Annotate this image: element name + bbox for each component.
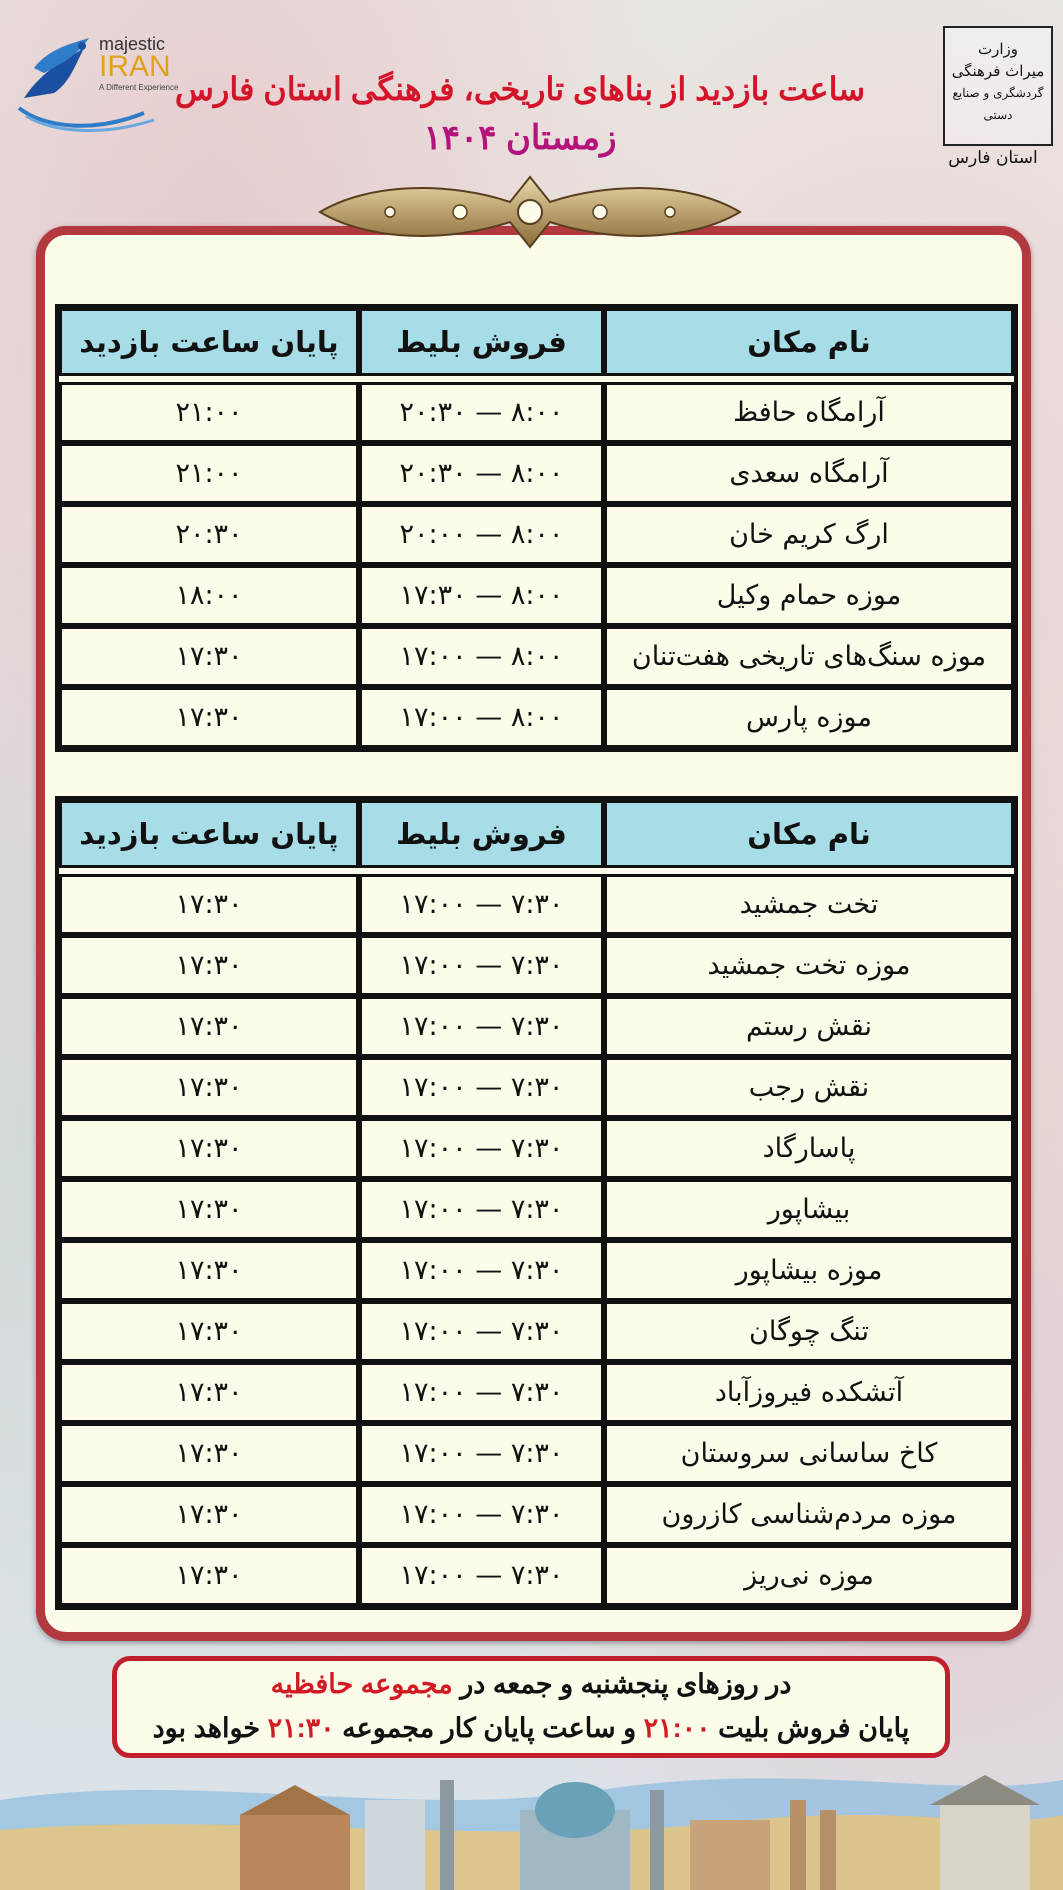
- ticket-cell: ۷:۳۰ — ۱۷:۰۰: [359, 935, 604, 996]
- end-cell: ۱۷:۳۰: [59, 935, 359, 996]
- end-cell: ۲۱:۰۰: [59, 382, 359, 443]
- brand-line2: IRAN: [99, 50, 171, 83]
- page-title: ساعت بازدید از بناهای تاریخی، فرهنگی استان فارس: [174, 71, 866, 107]
- col-end-header: پایان ساعت بازدید: [59, 308, 359, 376]
- table-row: [59, 687, 1014, 748]
- notice-tail: خواهد بود: [152, 1713, 261, 1743]
- ticket-cell: ۷:۳۰ — ۱۷:۰۰: [359, 1484, 604, 1545]
- table-row: [59, 382, 1014, 443]
- table-row: [59, 1240, 1014, 1301]
- place-cell: موزه مردم‌شناسی کازرون: [604, 1484, 1014, 1545]
- brand-line1: majestic: [99, 34, 166, 54]
- table-row: [59, 1057, 1014, 1118]
- table-row: [59, 565, 1014, 626]
- place-cell: کاخ ساسانی سروستان: [604, 1423, 1014, 1484]
- table-row: [59, 1423, 1014, 1484]
- province-sites-table: [55, 796, 1018, 1610]
- end-cell: ۱۷:۳۰: [59, 1484, 359, 1545]
- place-cell: بیشاپور: [604, 1179, 1014, 1240]
- place-cell: موزه بیشاپور: [604, 1240, 1014, 1301]
- shiraz-sites-table: [55, 304, 1018, 752]
- place-cell: ارگ کریم خان: [604, 504, 1014, 565]
- org-province: استان فارس: [948, 148, 1038, 168]
- table-row: [59, 935, 1014, 996]
- ticket-cell: ۷:۳۰ — ۱۷:۰۰: [359, 874, 604, 935]
- ticket-cell: ۸:۰۰ — ۱۷:۰۰: [359, 626, 604, 687]
- place-cell: موزه سنگ‌های تاریخی هفت‌تنان: [604, 626, 1014, 687]
- ticket-cell: ۷:۳۰ — ۱۷:۰۰: [359, 1301, 604, 1362]
- place-cell: تنگ چوگان: [604, 1301, 1014, 1362]
- ministry-seal: [943, 26, 1053, 146]
- place-cell: آرامگاه حافظ: [604, 382, 1014, 443]
- end-cell: ۱۷:۳۰: [59, 1057, 359, 1118]
- place-cell: آرامگاه سعدی: [604, 443, 1014, 504]
- ticket-cell: ۷:۳۰ — ۱۷:۰۰: [359, 1179, 604, 1240]
- ticket-cell: ۷:۳۰ — ۱۷:۰۰: [359, 996, 604, 1057]
- page-subtitle: زمستان ۱۴۰۴: [423, 119, 617, 157]
- col-end-header: پایان ساعت بازدید: [59, 800, 359, 868]
- table-row: [59, 626, 1014, 687]
- table-row: [59, 443, 1014, 504]
- notice-line2: [117, 1713, 945, 1744]
- place-cell: پاسارگاد: [604, 1118, 1014, 1179]
- ticket-cell: ۷:۳۰ — ۱۷:۰۰: [359, 1362, 604, 1423]
- table-row: [59, 1118, 1014, 1179]
- col-ticket-header: فروش بلیط: [359, 308, 604, 376]
- end-cell: ۱۷:۳۰: [59, 996, 359, 1057]
- place-cell: موزه حمام وکیل: [604, 565, 1014, 626]
- ticket-cell: ۷:۳۰ — ۱۷:۰۰: [359, 1240, 604, 1301]
- place-cell: نقش رستم: [604, 996, 1014, 1057]
- table-row: [59, 1362, 1014, 1423]
- table-row: [59, 504, 1014, 565]
- table-row: [59, 1484, 1014, 1545]
- end-cell: ۱۷:۳۰: [59, 626, 359, 687]
- end-cell: ۱۷:۳۰: [59, 687, 359, 748]
- end-cell: ۱۷:۳۰: [59, 1179, 359, 1240]
- end-cell: ۱۷:۳۰: [59, 1118, 359, 1179]
- ornament-decoration: [310, 172, 750, 250]
- col-place-header: نام مکان: [604, 800, 1014, 868]
- end-cell: ۲۰:۳۰: [59, 504, 359, 565]
- place-cell: آتشکده فیروزآباد: [604, 1362, 1014, 1423]
- notice-close-time: ۲۱:۳۰: [267, 1713, 335, 1743]
- table-row: [59, 874, 1014, 935]
- org-line2: میراث فرهنگی: [951, 62, 1045, 80]
- end-cell: ۱۷:۳۰: [59, 1423, 359, 1484]
- notice-ticket-label: پایان فروش بلیت: [718, 1713, 910, 1743]
- place-cell: نقش رجب: [604, 1057, 1014, 1118]
- table-row: [59, 1301, 1014, 1362]
- table-row: [59, 996, 1014, 1057]
- brand-tagline: A Different Experience: [99, 83, 179, 92]
- table-row: [59, 1545, 1014, 1606]
- ticket-cell: ۷:۳۰ — ۱۷:۰۰: [359, 1545, 604, 1606]
- col-place-header: نام مکان: [604, 308, 1014, 376]
- ticket-cell: ۸:۰۰ — ۲۰:۰۰: [359, 504, 604, 565]
- place-cell: موزه پارس: [604, 687, 1014, 748]
- monuments-skyline: [0, 1760, 1063, 1890]
- end-cell: ۱۷:۳۰: [59, 1240, 359, 1301]
- notice-close-label: و ساعت پایان کار مجموعه: [342, 1713, 637, 1743]
- majestic-iran-logo: [14, 28, 189, 138]
- col-ticket-header: فروش بلیط: [359, 800, 604, 868]
- ticket-cell: ۷:۳۰ — ۱۷:۰۰: [359, 1423, 604, 1484]
- table-row: [59, 1179, 1014, 1240]
- hafezieh-notice: [112, 1656, 950, 1758]
- end-cell: ۲۱:۰۰: [59, 443, 359, 504]
- table-header-row: [59, 800, 1014, 868]
- org-line3: گردشگری و صنایع دستی: [952, 86, 1044, 122]
- place-cell: تخت جمشید: [604, 874, 1014, 935]
- notice-days: در روزهای پنجشنبه و جمعه در: [460, 1669, 792, 1699]
- end-cell: ۱۷:۳۰: [59, 1545, 359, 1606]
- ticket-cell: ۸:۰۰ — ۲۰:۳۰: [359, 382, 604, 443]
- notice-ticket-time: ۲۱:۰۰: [643, 1713, 711, 1743]
- end-cell: ۱۷:۳۰: [59, 1301, 359, 1362]
- ministry-logo: [937, 22, 1049, 172]
- end-cell: ۱۸:۰۰: [59, 565, 359, 626]
- end-cell: ۱۷:۳۰: [59, 874, 359, 935]
- notice-line1: [117, 1669, 945, 1700]
- ticket-cell: ۷:۳۰ — ۱۷:۰۰: [359, 1057, 604, 1118]
- notice-complex: مجموعه حافظیه: [270, 1669, 453, 1699]
- ticket-cell: ۸:۰۰ — ۱۷:۳۰: [359, 565, 604, 626]
- ticket-cell: ۸:۰۰ — ۱۷:۰۰: [359, 687, 604, 748]
- org-line1: وزارت: [977, 40, 1019, 58]
- ticket-cell: ۸:۰۰ — ۲۰:۳۰: [359, 443, 604, 504]
- table-header-row: [59, 308, 1014, 376]
- place-cell: موزه نی‌ریز: [604, 1545, 1014, 1606]
- end-cell: ۱۷:۳۰: [59, 1362, 359, 1423]
- place-cell: موزه تخت جمشید: [604, 935, 1014, 996]
- ticket-cell: ۷:۳۰ — ۱۷:۰۰: [359, 1118, 604, 1179]
